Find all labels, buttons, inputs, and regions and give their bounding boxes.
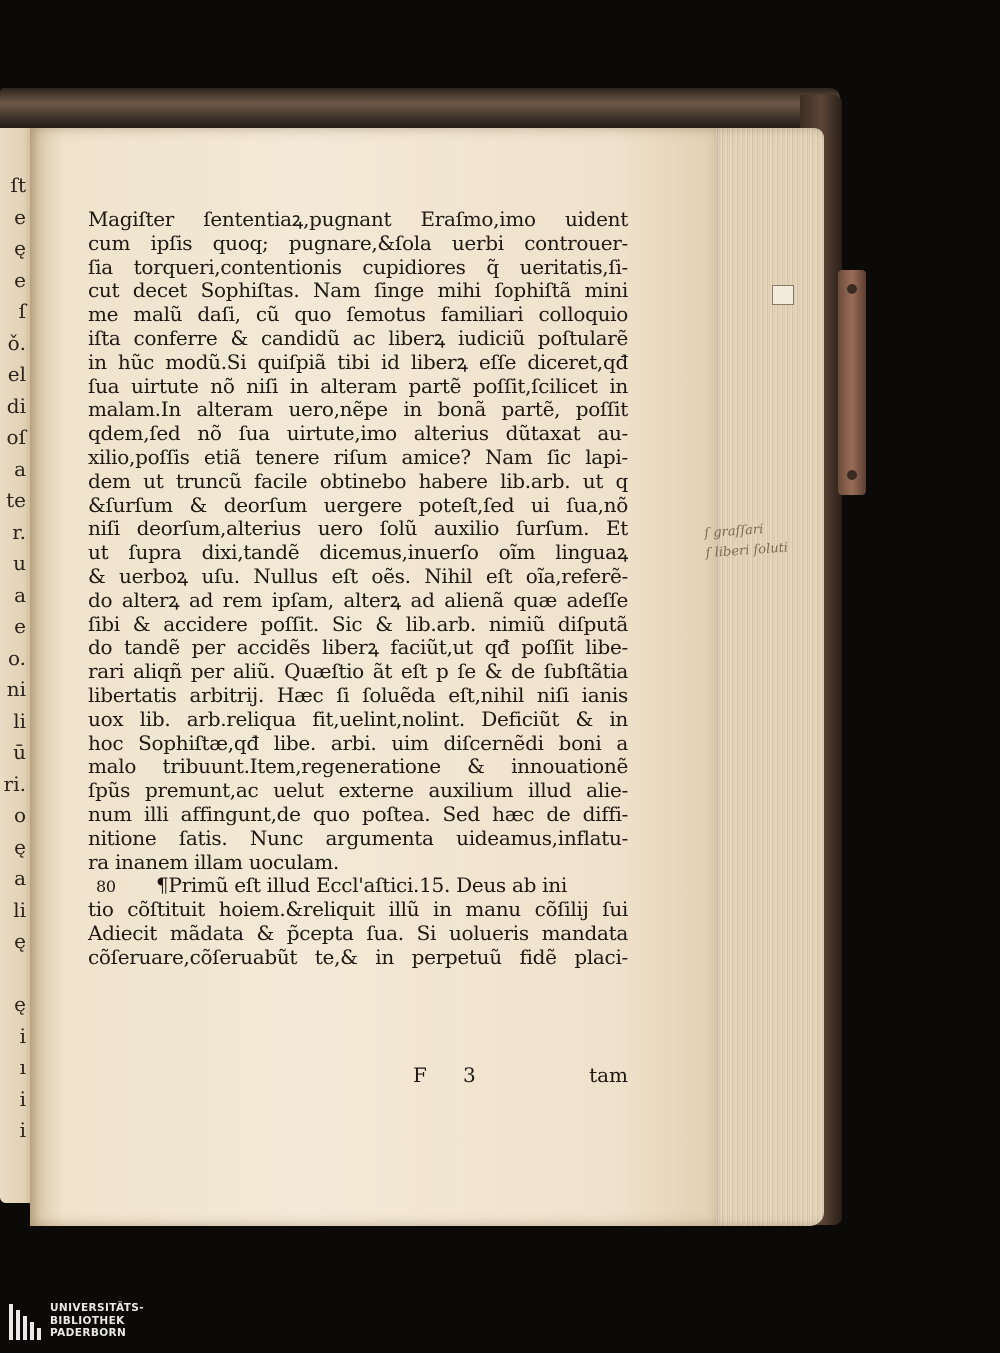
text-line: dem ut truncũ facile obtinebo habere lib.arb. ut q bbox=[88, 468, 628, 493]
book-clasp bbox=[838, 270, 866, 495]
text-line: niſi deorſum,alterius uero ſolũ auxilio ſurſum. Et bbox=[88, 516, 628, 541]
text-line: do tandẽ per accidẽs liberꝝ faciũt,ut qđ poſſit libe- bbox=[88, 635, 628, 660]
logo-line: BIBLIOTHEK bbox=[50, 1314, 125, 1327]
handwritten-margin-note bbox=[704, 516, 826, 564]
left-edge-letter: i bbox=[19, 1118, 26, 1142]
left-edge-letter: ę bbox=[14, 992, 26, 1016]
page-text-block bbox=[88, 208, 628, 970]
text-line: libertatis arbitrij. Hæc ſi ſoluẽda eſt,nihil niſi ianis bbox=[88, 682, 628, 707]
paper-slip bbox=[772, 285, 794, 305]
left-edge-letter: u bbox=[13, 551, 26, 575]
left-edge-letter: ū bbox=[13, 740, 26, 764]
text-line: xilio,poſſis etiã tenere riſum amice? Nam ſic lapi- bbox=[88, 444, 628, 469]
left-edge-letter: e bbox=[14, 204, 26, 229]
margin-note-line: ſ graſſari bbox=[703, 522, 764, 542]
text-line: malam.In alteram uero,nẽpe in bonã partẽ, poſſit bbox=[88, 397, 628, 422]
left-edge-letter: li bbox=[13, 897, 26, 922]
left-edge-letter: ſ bbox=[18, 299, 26, 323]
left-edge-letter: o. bbox=[7, 645, 26, 670]
text-line: hoc Sophiſtæ,qđ libe. arbi. uim diſcernẽdi boni a bbox=[88, 730, 628, 755]
text-line: &ſurſum & deorſum uergere poteſt,ſed ui ſua,nõ bbox=[88, 492, 628, 517]
left-edge-letter: ǒ. bbox=[7, 330, 26, 355]
clasp-rivet bbox=[847, 284, 857, 294]
text-line: ra inanem illam uoculam. bbox=[88, 849, 339, 874]
book-cover-top bbox=[0, 88, 840, 132]
text-line: tio cõſtituit hoiem.&reliquit illũ in manu cõſilij ſui bbox=[88, 897, 628, 922]
page-edges bbox=[708, 128, 824, 1226]
left-edge-letter: ni bbox=[6, 677, 26, 701]
text-line: ſua uirtute nõ niſi in alteram partẽ poſſit,ſcilicet in bbox=[88, 373, 628, 398]
left-edge-letter: li bbox=[13, 708, 26, 733]
left-edge-letter: ı bbox=[19, 1055, 26, 1079]
left-edge-letter: te bbox=[6, 488, 26, 512]
text-line: qdem,ſed nõ ſua uirtute,imo alterius dũtaxat au- bbox=[88, 421, 628, 446]
text-line: num illi affingunt,de quo poſtea. Sed hæc de diffi- bbox=[88, 801, 628, 826]
text-line: me malũ daſi, cũ quo ſemotus familiari colloquio bbox=[88, 302, 628, 327]
library-logo-text bbox=[50, 1302, 144, 1340]
text-line: cum ipſis quoq; pugnare,&ſola uerbi controuer- bbox=[88, 230, 628, 255]
text-line: rari aliqñ per aliũ. Quæſtio ãt eſt p ſe & de ſubſtãtia bbox=[88, 659, 628, 684]
left-edge-letter: di bbox=[6, 393, 26, 418]
left-edge-letter: o bbox=[13, 803, 26, 827]
signature-mark: F bbox=[413, 1063, 427, 1087]
left-edge-letter: i bbox=[19, 1023, 26, 1048]
text-line: nitione ſatis. Nunc argumenta uideamus,inflatu- bbox=[88, 825, 628, 850]
text-line-content: ¶Primũ eſt illud Eccl'aſtici.15. Deus ab ini bbox=[156, 873, 567, 898]
left-edge-letter: oſ bbox=[6, 425, 26, 449]
text-line: & uerboꝝ uſu. Nullus eſt oẽs. Nihil eſt oĩa,referẽ- bbox=[88, 563, 628, 588]
page-recto bbox=[30, 128, 716, 1226]
text-line: malo tribuunt.Item,regeneratione & innouationẽ bbox=[88, 754, 628, 779]
clasp-rivet bbox=[847, 470, 857, 480]
text-line: in hũc modũ.Si quiſpiã tibi id liberꝝ eſſe diceret,qđ bbox=[88, 349, 628, 374]
text-line: cõſeruare,cõſeruabũt te,& in perpetuũ fidẽ placi- bbox=[88, 944, 628, 969]
left-edge-letter: r. bbox=[12, 519, 26, 544]
left-edge-letter: ę bbox=[14, 834, 26, 859]
logo-line: PADERBORN bbox=[50, 1327, 127, 1339]
text-line: cut decet Sophiſtas. Nam ſinge mihi ſophiſtã mini bbox=[88, 278, 628, 303]
left-edge-letter: a bbox=[14, 582, 26, 607]
left-edge-letter: i bbox=[19, 1086, 26, 1111]
page-footer bbox=[88, 1063, 628, 1089]
text-line: Adiecit mãdata & p̃cepta ſua. Si uolueris mandata bbox=[88, 920, 628, 945]
text-line bbox=[88, 874, 628, 898]
margin-note-line: ſ liberi ſoluti bbox=[705, 540, 789, 562]
left-edge-letter: el bbox=[7, 362, 26, 386]
text-line: ſibi & accidere poſſit. Sic & lib.arb. nimiũ diſputã bbox=[88, 611, 628, 636]
text-line: uox lib. arb.reliqua fit,uelint,nolint. Deficiũt & in bbox=[88, 706, 628, 731]
left-edge-letter: ę bbox=[14, 929, 26, 953]
left-page-edge-text bbox=[0, 170, 26, 1147]
signature-number: 3 bbox=[463, 1063, 476, 1087]
text-line: ut ſupra dixi,tandẽ dicemus,inuerſo oĩm linguaꝝ bbox=[88, 540, 628, 565]
left-edge-letter bbox=[0, 958, 26, 990]
left-edge-letter: e bbox=[14, 614, 26, 638]
text-line: Magiſter ſententiaꝝ,pugnant Eraſmo,imo uident bbox=[88, 207, 628, 231]
logo-line: UNIVERSITÄTS- bbox=[50, 1302, 145, 1314]
left-edge-letter: ſt bbox=[10, 173, 26, 197]
text-line: ſia torqueri,contentionis cupidiores q̃ ueritatis,ſi- bbox=[88, 254, 628, 279]
left-edge-letter: a bbox=[14, 456, 26, 481]
left-edge-letter: ri. bbox=[3, 771, 26, 796]
text-line: ſpũs premunt,ac uelut externe auxilium illud alie- bbox=[88, 778, 628, 803]
institution-logo-bar bbox=[0, 1290, 1000, 1353]
margin-number: 80 bbox=[96, 877, 116, 897]
text-line: iſta conferre & candidũ ac liberꝝ iudiciũ poſtularẽ bbox=[88, 325, 628, 350]
left-edge-letter: ę bbox=[14, 236, 26, 260]
left-edge-letter: a bbox=[14, 866, 26, 890]
left-edge-letter: e bbox=[14, 267, 26, 292]
library-logo-icon bbox=[9, 1304, 43, 1340]
catchword: tam bbox=[589, 1063, 628, 1087]
text-line: do alterꝝ ad rem ipſam, alterꝝ ad alienã quæ adeſſe bbox=[88, 587, 628, 612]
